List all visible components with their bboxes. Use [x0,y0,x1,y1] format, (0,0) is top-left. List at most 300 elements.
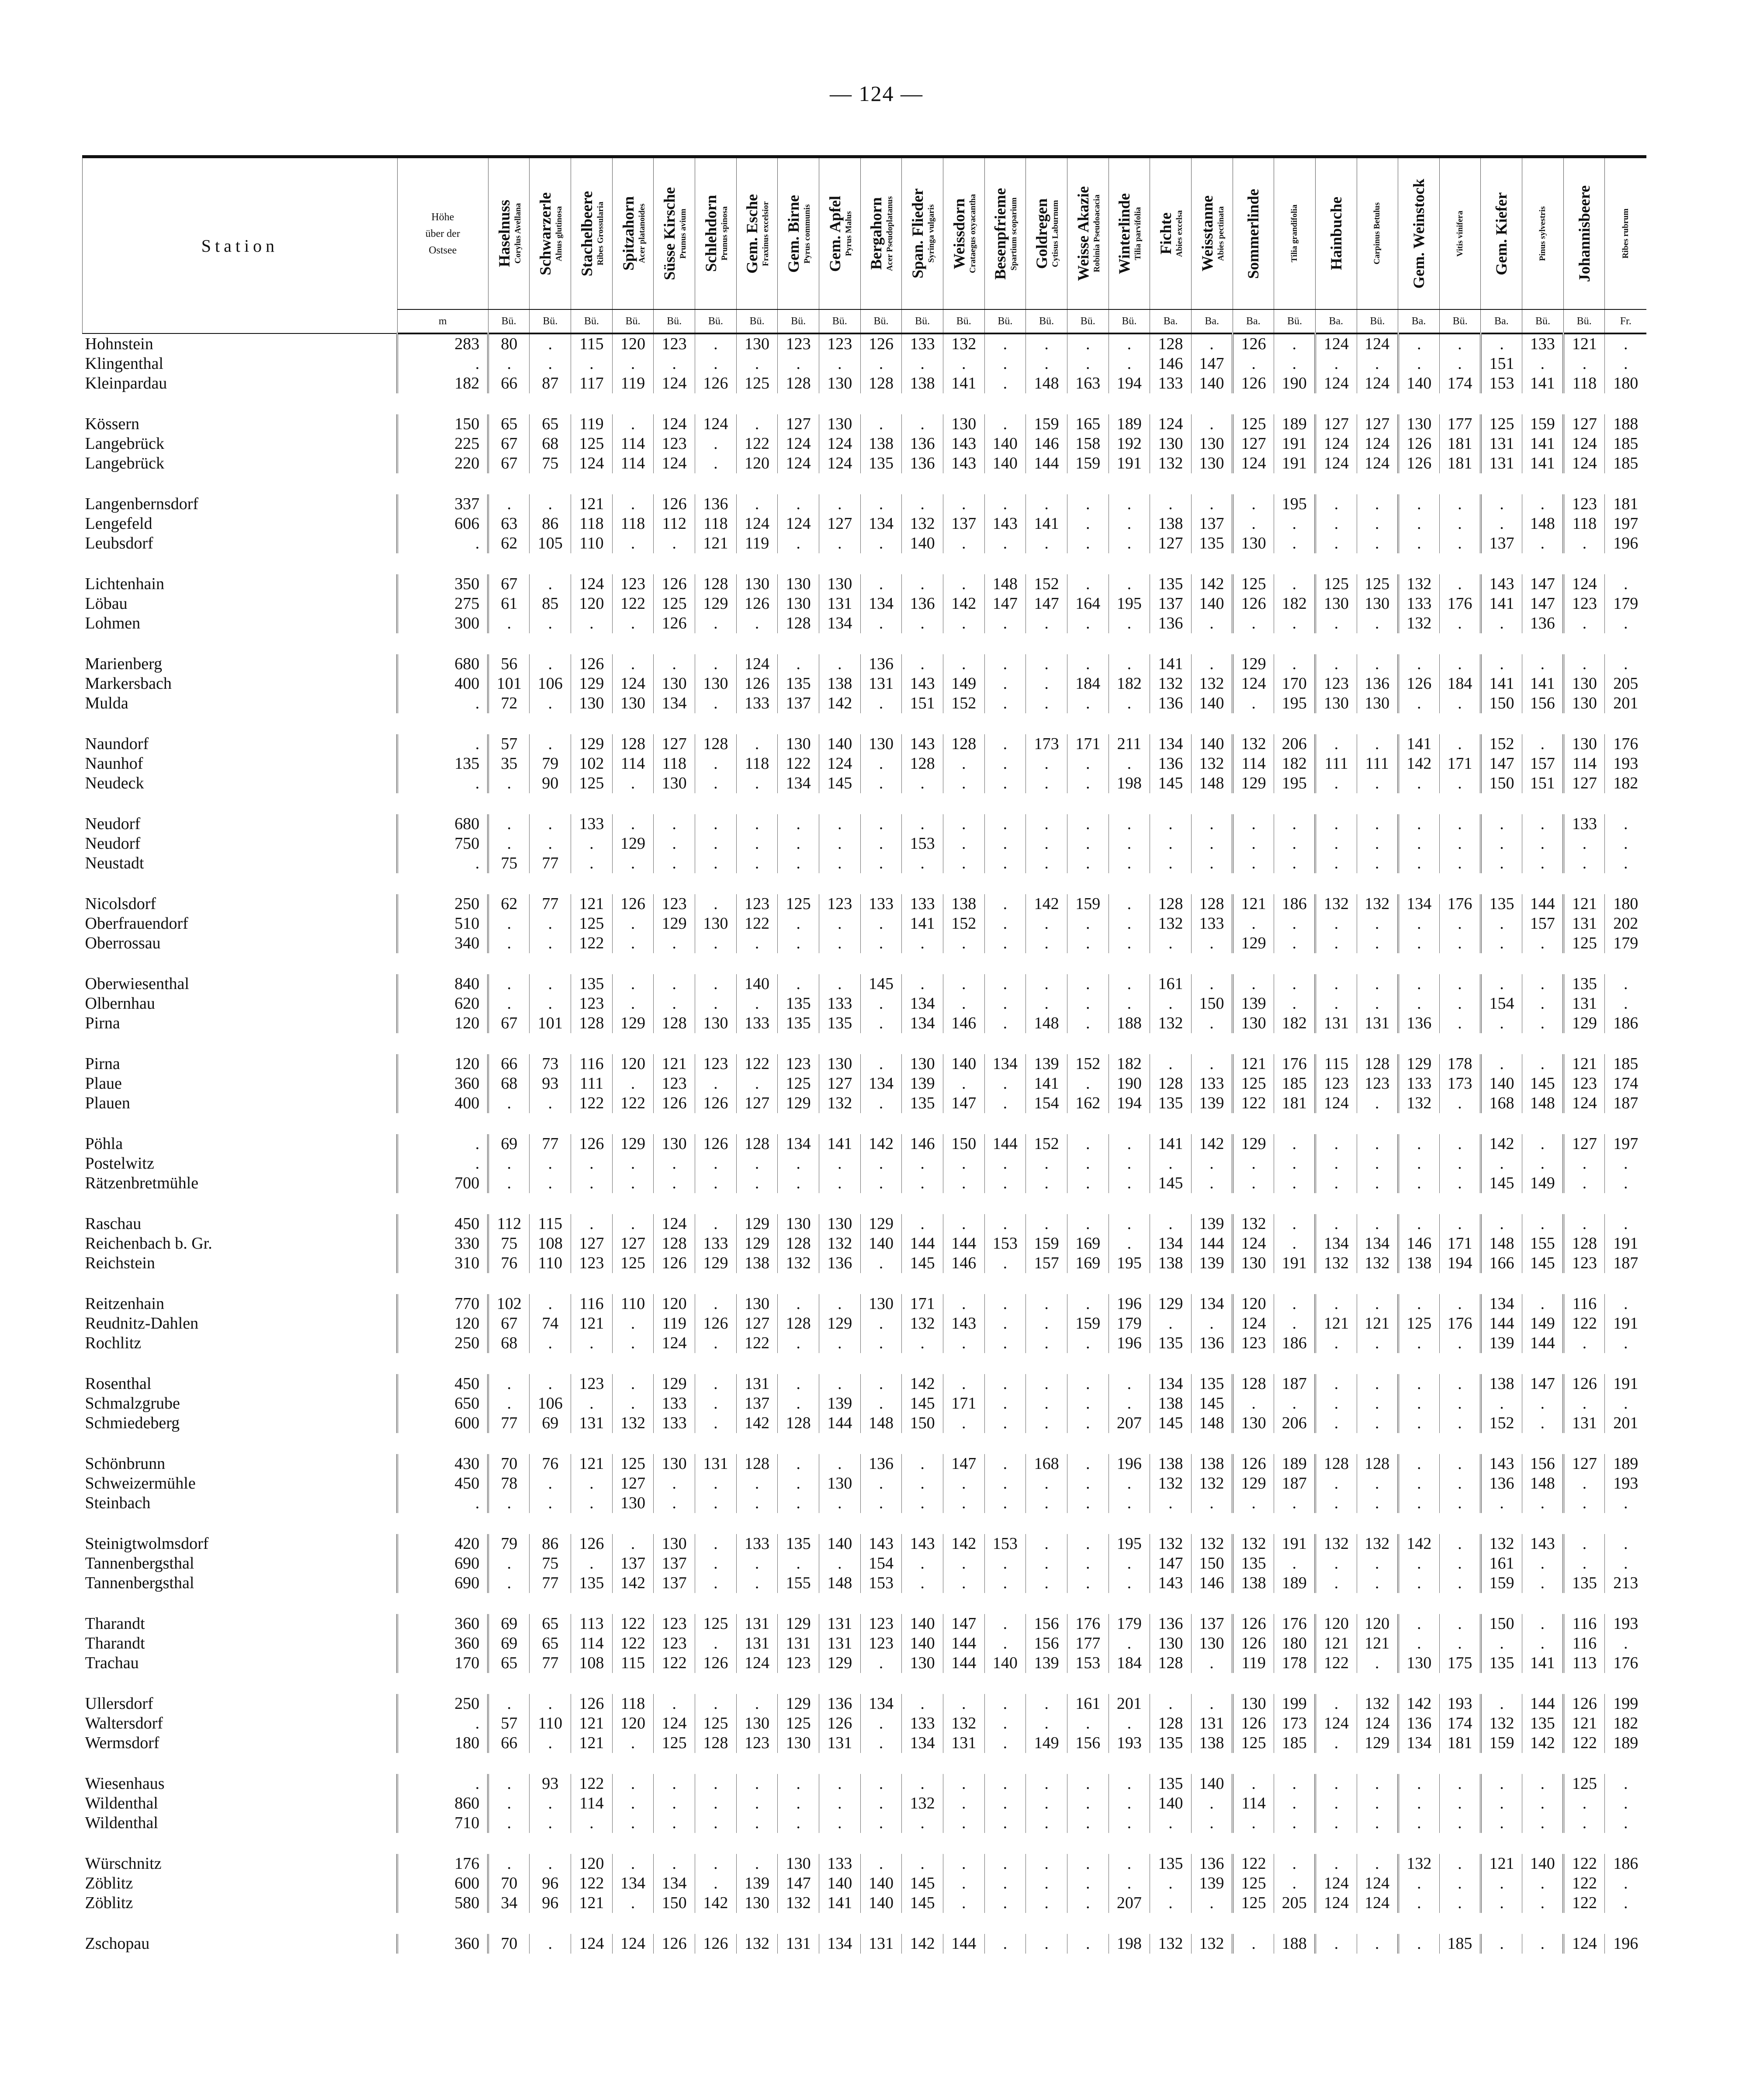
table-cell: . [1522,1893,1564,1913]
table-cell: . [695,834,737,854]
table-cell: 140 [860,1893,902,1913]
table-cell: . [1233,974,1274,994]
table-cell: . [860,1794,902,1813]
table-cell: 128 [695,734,737,754]
table-cell: 180 [1605,894,1646,914]
table-cell: . [612,1394,654,1413]
table-cell: . [1398,1813,1440,1833]
station-height: 750 [397,834,488,854]
table-cell: 136 [1150,754,1192,774]
unit-label: Bü. [860,309,902,333]
station-name: Trachau [85,1654,139,1672]
table-cell: 130 [819,574,860,594]
table-cell: . [778,1374,819,1394]
table-cell: 126 [1563,1374,1605,1394]
table-cell: . [1274,974,1316,994]
table-cell: 178 [1439,1054,1481,1074]
table-cell: . [612,414,654,434]
table-cell: 134 [1315,1234,1357,1253]
species-header-row [83,157,1647,310]
table-cell: . [778,1813,819,1833]
species-latin: Acer platanoides [637,204,647,264]
table-cell: 145 [902,1394,943,1413]
table-cell: 133 [1522,333,1564,354]
table-cell: 122 [1233,1093,1274,1113]
table-cell: 130 [1150,434,1192,454]
table-cell: . [1398,354,1440,374]
table-cell: . [1522,1554,1564,1573]
table-cell: . [860,1374,902,1394]
table-cell: 101 [488,674,530,694]
table-cell: 122 [1563,1314,1605,1333]
table-cell: . [1439,1573,1481,1593]
spacer-cell [83,1113,1647,1134]
table-cell: 170 [1274,674,1316,694]
table-cell: 132 [943,1714,984,1733]
table-cell: . [1439,1554,1481,1573]
table-cell: 126 [1233,1634,1274,1653]
species-label [1455,211,1465,257]
species-name: Johannisbeere [1575,185,1593,282]
table-cell: 136 [819,1694,860,1714]
table-cell: 132 [1191,754,1233,774]
table-cell: . [778,834,819,854]
table-cell: 131 [860,674,902,694]
table-cell: . [1274,354,1316,374]
table-cell: . [530,994,571,1014]
table-cell: 135 [1563,1573,1605,1593]
table-cell: . [984,834,1026,854]
table-cell: . [488,1813,530,1833]
table-cell: 149 [1522,1314,1564,1333]
table-cell: . [1026,914,1067,934]
table-cell: . [1605,1154,1646,1173]
table-cell: 123 [1563,1253,1605,1273]
spacer-cell [83,1833,1647,1854]
table-cell: 124 [1150,414,1192,434]
table-cell: . [695,1294,737,1314]
table-cell: 130 [1563,694,1605,713]
table-cell: 166 [1481,1253,1522,1273]
table-cell: . [1357,1934,1398,1954]
table-cell: . [695,1474,737,1493]
table-cell: 129 [1233,1474,1274,1493]
table-cell: 121 [1563,894,1605,914]
table-cell: . [654,834,695,854]
table-cell: . [1109,1394,1150,1413]
table-cell: 129 [1233,934,1274,953]
table-cell: . [1481,814,1522,834]
table-cell: 140 [860,1874,902,1893]
table-cell: 191 [1274,434,1316,454]
table-cell: 130 [1233,534,1274,553]
table-cell: . [943,1374,984,1394]
table-cell: . [984,1474,1026,1493]
table-cell: 127 [736,1314,778,1333]
table-cell: 121 [1357,1634,1398,1653]
table-cell: 136 [1522,614,1564,633]
table-cell: . [984,1454,1026,1474]
table-cell: . [1026,1573,1067,1593]
table-cell: . [1274,1234,1316,1253]
table-cell: . [1233,1774,1274,1794]
table-cell: . [612,774,654,793]
table-cell: . [902,1694,943,1714]
table-row [83,1074,1647,1093]
table-cell: 77 [530,1573,571,1593]
table-cell: . [778,1794,819,1813]
table-cell: 68 [488,1333,530,1353]
table-cell: 125 [612,1454,654,1474]
table-cell: . [984,774,1026,793]
species-header [1191,157,1233,310]
table-cell: 140 [1191,734,1233,754]
table-cell: 137 [612,1554,654,1573]
table-cell: . [902,1474,943,1493]
station-name: Steinbach [85,1494,151,1512]
table-cell: . [1274,1294,1316,1314]
table-cell: 122 [654,1653,695,1673]
table-cell: 123 [1563,494,1605,514]
table-cell: . [1026,1394,1067,1413]
table-cell: 130 [778,574,819,594]
table-cell: . [1522,1493,1564,1513]
table-cell: . [1150,994,1192,1014]
table-cell: 125 [612,1253,654,1273]
table-cell: . [1563,1794,1605,1813]
table-cell: . [1481,1394,1522,1413]
table-row [83,1854,1647,1874]
table-cell: 141 [819,1893,860,1913]
station-name: Markersbach [85,674,172,693]
table-cell: 142 [1398,754,1440,774]
table-cell: 124 [1233,1234,1274,1253]
row-spacer [83,1753,1647,1774]
table-cell: 131 [1357,1014,1398,1033]
table-cell: . [1439,1154,1481,1173]
species-latin: Abies excelsa [1175,210,1185,257]
table-row [83,1314,1647,1333]
table-cell: 124 [571,574,613,594]
table-cell: 121 [1233,1054,1274,1074]
table-cell: . [1067,1074,1109,1093]
table-cell: . [1357,1154,1398,1173]
table-cell: 124 [612,1934,654,1954]
table-cell: . [1274,854,1316,873]
table-cell: 128 [1150,1714,1192,1733]
table-cell: 125 [736,374,778,393]
table-cell: . [1357,1294,1398,1314]
table-cell: . [778,1554,819,1573]
table-cell: . [778,354,819,374]
table-cell: 182 [1109,674,1150,694]
table-cell: 126 [1233,1714,1274,1733]
table-cell: . [1315,854,1357,873]
species-latin: Ribes Grossularia [596,201,605,266]
table-cell: 151 [1481,354,1522,374]
table-cell: 191 [1605,1234,1646,1253]
row-spacer [83,713,1647,734]
table-cell: 124 [571,454,613,473]
table-cell: 135 [778,1534,819,1554]
table-cell: 135 [778,674,819,694]
table-cell: 122 [1563,1874,1605,1893]
table-cell: 146 [902,1134,943,1154]
table-cell: 198 [1109,774,1150,793]
table-cell: 114 [1233,1794,1274,1813]
station-name: Wildenthal [85,1814,158,1832]
table-cell: 122 [778,754,819,774]
table-cell: . [1315,1413,1357,1433]
table-row [83,1694,1647,1714]
table-cell: . [654,934,695,953]
table-cell: 156 [1522,694,1564,713]
table-cell: 126 [695,1134,737,1154]
table-cell: 126 [860,333,902,354]
table-cell: 142 [902,1374,943,1394]
table-cell: 148 [819,1573,860,1593]
table-cell: . [695,1634,737,1653]
table-cell: 153 [860,1573,902,1593]
station-height: 170 [397,1653,488,1673]
station-name: Langenbernsdorf [85,495,199,513]
table-cell: . [1026,1474,1067,1493]
table-cell: 146 [1026,434,1067,454]
table-cell: 79 [530,754,571,774]
table-cell: . [1439,814,1481,834]
unit-label: Ba. [1191,309,1233,333]
table-cell: 142 [736,1413,778,1433]
station-name: Oberfrauendorf [85,914,188,933]
table-cell: 135 [1563,974,1605,994]
table-cell: . [1522,534,1564,553]
station-name: Löbau [85,594,128,613]
table-cell: . [530,694,571,713]
table-cell: 137 [1191,1614,1233,1634]
table-cell: 155 [778,1573,819,1593]
table-cell: 130 [1233,1253,1274,1273]
table-cell: 120 [571,1854,613,1874]
table-row [83,834,1647,854]
table-cell: . [1357,814,1398,834]
table-cell: . [571,854,613,873]
table-cell: 207 [1109,1893,1150,1913]
table-cell: 134 [654,1874,695,1893]
table-cell: 149 [1026,1733,1067,1753]
table-cell: 113 [571,1614,613,1634]
table-cell: . [571,1474,613,1493]
table-cell: 131 [736,1374,778,1394]
table-cell: . [1150,1874,1192,1893]
species-name: Stachelbeere [578,191,596,277]
station-height: 420 [397,1534,488,1554]
table-cell: . [1439,834,1481,854]
table-cell: 139 [1026,1653,1067,1673]
table-row [83,374,1647,393]
species-name: Schwarzerle [537,192,554,275]
table-cell: . [1150,854,1192,873]
station-name: Wermsdorf [85,1734,159,1752]
table-cell: . [819,494,860,514]
table-cell: . [1398,1134,1440,1154]
table-cell: . [1191,614,1233,633]
table-cell: 126 [1233,594,1274,614]
table-cell: 138 [902,374,943,393]
table-cell: . [1150,1154,1192,1173]
table-cell: . [736,1774,778,1794]
table-cell: 132 [819,1234,860,1253]
table-cell: . [1274,1774,1316,1794]
table-cell: . [1274,654,1316,674]
table-cell: 87 [530,374,571,393]
table-cell: 129 [654,914,695,934]
table-cell: 123 [1315,674,1357,694]
table-cell: 121 [571,1714,613,1733]
table-cell: . [1067,534,1109,553]
table-cell: . [819,1493,860,1513]
table-cell: . [1398,1934,1440,1954]
table-cell: . [1026,494,1067,514]
table-cell: . [1481,914,1522,934]
table-cell: 134 [860,1694,902,1714]
table-cell: 119 [654,1314,695,1333]
table-cell: 123 [654,434,695,454]
table-cell: . [1233,1493,1274,1513]
table-cell: 124 [1563,454,1605,473]
table-cell: 136 [902,594,943,614]
table-cell: 69 [488,1614,530,1634]
table-cell: 130 [612,694,654,713]
table-cell: 138 [1150,1394,1192,1413]
unit-label: Ba. [1398,309,1440,333]
station-height: 300 [397,614,488,633]
table-cell: . [654,1493,695,1513]
table-cell: . [984,1813,1026,1833]
table-cell: 143 [943,1314,984,1333]
table-cell: . [1026,774,1067,793]
table-cell: 127 [612,1234,654,1253]
table-row [83,1394,1647,1413]
station-name: Zöblitz [85,1874,133,1892]
species-label [619,196,647,271]
table-cell: 77 [530,1134,571,1154]
table-cell: 148 [1026,1014,1067,1033]
table-cell: 134 [1398,894,1440,914]
species-latin: Pinus sylvestris [1538,206,1547,261]
table-cell: 125 [778,1074,819,1093]
table-cell: 129 [1398,1054,1440,1074]
table-row [83,1374,1647,1394]
table-row [83,754,1647,774]
table-cell: . [860,1154,902,1173]
table-cell: . [488,994,530,1014]
table-cell: . [1315,1794,1357,1813]
table-cell: 142 [1191,1134,1233,1154]
table-cell: . [860,814,902,834]
table-cell: . [1067,814,1109,834]
table-cell: . [1481,654,1522,674]
station-height: . [397,774,488,793]
table-cell: 131 [943,1733,984,1753]
table-row [83,1653,1647,1673]
table-cell: . [736,934,778,953]
table-cell: 134 [902,994,943,1014]
table-cell: . [902,854,943,873]
table-cell: . [1067,1573,1109,1593]
table-cell: 131 [736,1614,778,1634]
table-row [83,434,1647,454]
table-cell: 134 [778,774,819,793]
table-cell: 152 [1026,1134,1067,1154]
table-cell: . [1522,934,1564,953]
table-cell: . [778,914,819,934]
table-cell: 147 [943,1093,984,1113]
station-height: 450 [397,1374,488,1394]
table-cell: . [1398,333,1440,354]
table-cell: . [943,1874,984,1893]
table-cell: 134 [902,1014,943,1033]
table-cell: . [1026,1714,1067,1733]
station-height: 182 [397,374,488,393]
table-cell: 176 [1274,1054,1316,1074]
table-cell: . [984,694,1026,713]
table-cell: . [1109,1493,1150,1513]
station-name: Waltersdorf [85,1714,163,1732]
table-cell: 125 [1357,574,1398,594]
table-cell: . [1522,1614,1564,1634]
table-cell: . [488,1774,530,1794]
table-cell: . [488,1374,530,1394]
table-cell: . [1563,534,1605,553]
table-cell: 119 [736,534,778,553]
table-cell: . [1109,574,1150,594]
table-cell: 119 [571,414,613,434]
table-cell: 145 [1150,1173,1192,1193]
table-cell: 127 [654,734,695,754]
station-height: 680 [397,814,488,834]
table-cell: . [1109,1714,1150,1733]
table-cell: . [1067,1454,1109,1474]
table-cell: 130 [860,1294,902,1314]
table-cell: 146 [943,1014,984,1033]
table-cell: . [1109,1774,1150,1794]
table-cell: 69 [488,1134,530,1154]
table-cell: 128 [654,1014,695,1033]
row-spacer [83,1033,1647,1054]
table-cell: . [1522,1794,1564,1813]
table-cell: . [860,854,902,873]
table-cell: 146 [1150,354,1192,374]
table-cell: 126 [1398,454,1440,473]
table-cell: 127 [612,1474,654,1493]
table-cell: . [1233,354,1274,374]
table-cell: 132 [902,1314,943,1333]
table-cell: 127 [571,1234,613,1253]
table-cell: 139 [1026,1054,1067,1074]
table-cell: 66 [488,1733,530,1753]
table-cell: 133 [736,1534,778,1554]
table-cell: 123 [1563,594,1605,614]
table-cell: 128 [1150,1653,1192,1673]
table-cell: . [1439,1413,1481,1433]
table-cell: 149 [1522,1173,1564,1193]
table-cell: . [1067,1413,1109,1433]
row-spacer [83,953,1647,974]
table-cell: 130 [1191,454,1233,473]
table-cell: . [612,1733,654,1753]
table-cell: 148 [860,1413,902,1433]
table-cell: 130 [1315,594,1357,614]
